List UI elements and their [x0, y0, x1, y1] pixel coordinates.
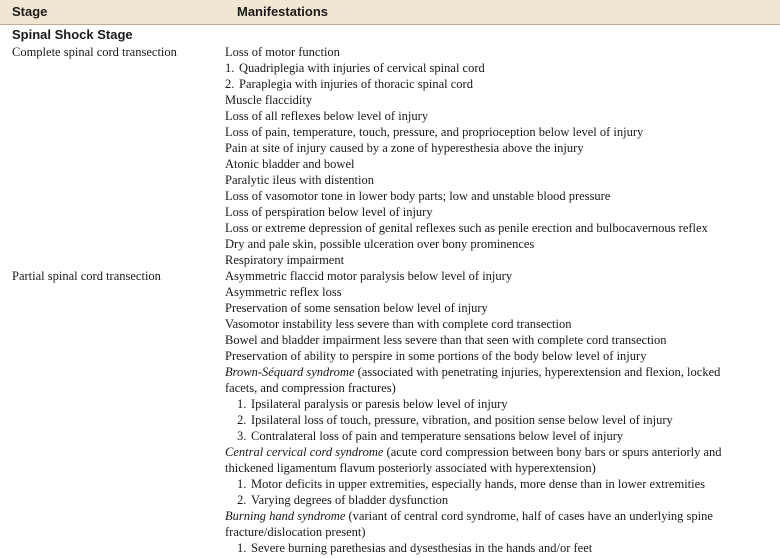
header-stage: Stage	[12, 4, 48, 19]
item-number: 1.	[225, 61, 235, 75]
manifestation-item: Loss of vasomotor tone in lower body parts; low and unstable blood pressure	[225, 189, 611, 203]
numbered-item	[225, 76, 768, 92]
syndrome-description: (variant of central cord syndrome, half of cases have an underlying spine	[345, 509, 713, 523]
item-text: Ipsilateral loss of touch, pressure, vibration, and position sense below level of injury	[251, 413, 673, 427]
syndrome-name: Burning hand syndrome	[225, 509, 346, 523]
item-text: Varying degrees of bladder dysfunction	[251, 493, 449, 507]
numbered-item	[225, 60, 768, 76]
item-number: 2.	[225, 77, 235, 91]
numbered-item	[225, 540, 768, 556]
manifestation-item: Preservation of ability to perspire in some portions of the body below level of injury	[225, 349, 647, 363]
manifestation-item: Paralytic ileus with distention	[225, 173, 374, 187]
manifestations-cell	[225, 268, 768, 556]
manifestation-item: Asymmetric reflex loss	[225, 285, 342, 299]
item-number: 3.	[237, 429, 247, 443]
manifestation-item: Pain at site of injury caused by a zone of hyperesthesia above the injury	[225, 141, 584, 155]
manifestation-item: Muscle flaccidity	[225, 93, 313, 107]
stage-cell: Partial spinal cord transection	[12, 269, 161, 283]
table-row	[0, 268, 780, 556]
syndrome-description-cont: facets, and compression fractures)	[225, 381, 396, 395]
syndrome-description-cont: thickened ligamentum flavum posteriorly associated with hyperextension)	[225, 461, 596, 475]
manifestation-item: Loss of pain, temperature, touch, pressure, and proprioception below level of injury	[225, 125, 644, 139]
item-text: Paraplegia with injuries of thoracic spinal cord	[239, 77, 473, 91]
manifestation-item: Atonic bladder and bowel	[225, 157, 355, 171]
syndrome-description: (acute cord compression between bony bars or spurs anteriorly and	[383, 445, 722, 459]
numbered-item	[225, 476, 768, 492]
item-number: 2.	[237, 493, 247, 507]
item-text: Quadriplegia with injuries of cervical spinal cord	[239, 61, 485, 75]
manifestation-item: Bowel and bladder impairment less severe than that seen with complete cord transection	[225, 333, 667, 347]
stage-cell: Complete spinal cord transection	[12, 45, 177, 59]
section-title: Spinal Shock Stage	[12, 27, 133, 42]
syndrome-heading	[225, 364, 768, 380]
item-text: Contralateral loss of pain and temperature sensations below level of injury	[251, 429, 624, 443]
table-body	[0, 44, 780, 556]
syndrome-heading	[225, 508, 768, 524]
item-text: Motor deficits in upper extremities, especially hands, more dense than in lower extremities	[251, 477, 706, 491]
numbered-item	[225, 428, 768, 444]
manifestation-item: Loss of all reflexes below level of injury	[225, 109, 429, 123]
manifestations-cell	[225, 44, 768, 268]
manifestation-item: Loss or extreme depression of genital reflexes such as penile erection and bulbocavernous reflex	[225, 221, 708, 235]
manifestation-item: Preservation of some sensation below level of injury	[225, 301, 488, 315]
table-row	[0, 44, 780, 268]
item-text: Ipsilateral paralysis or paresis below level of injury	[251, 397, 508, 411]
item-number: 1.	[237, 397, 247, 411]
syndrome-heading	[225, 444, 768, 460]
manifestation-item: Respiratory impairment	[225, 253, 345, 267]
manifestation-item: Loss of motor function	[225, 45, 340, 59]
numbered-item	[225, 412, 768, 428]
item-number: 1.	[237, 477, 247, 491]
item-text: Severe burning parethesias and dysesthesias in the hands and/or feet	[251, 541, 593, 555]
table-header	[0, 0, 780, 25]
header-manifestations: Manifestations	[237, 4, 329, 19]
item-number: 1.	[237, 541, 247, 555]
syndrome-name: Central cervical cord syndrome	[225, 445, 384, 459]
numbered-item	[225, 396, 768, 412]
syndrome-description: (associated with penetrating injuries, hyperextension and flexion, locked	[354, 365, 721, 379]
item-number: 2.	[237, 413, 247, 427]
manifestation-item: Asymmetric flaccid motor paralysis below level of injury	[225, 269, 513, 283]
manifestation-item: Vasomotor instability less severe than with complete cord transection	[225, 317, 572, 331]
manifestation-item: Loss of perspiration below level of injury	[225, 205, 433, 219]
syndrome-description-cont: fracture/dislocation present)	[225, 525, 366, 539]
manifestation-item: Dry and pale skin, possible ulceration over bony prominences	[225, 237, 535, 251]
syndrome-name: Brown-Séquard syndrome	[225, 365, 355, 379]
numbered-item	[225, 492, 768, 508]
